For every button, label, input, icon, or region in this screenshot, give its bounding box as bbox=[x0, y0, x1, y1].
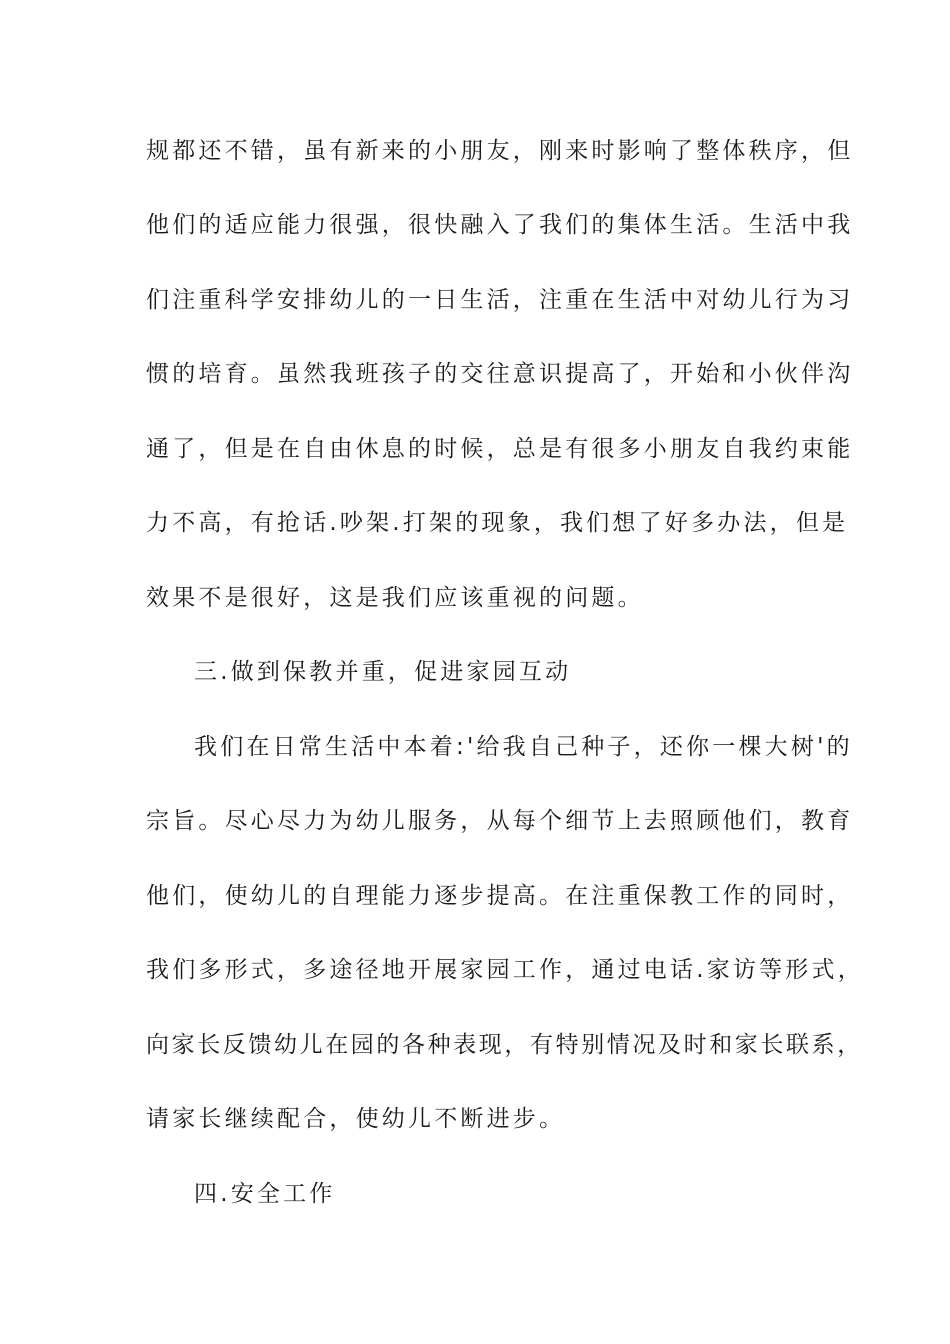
paragraph-line: 他们，使幼儿的自理能力逐步提高。在注重保教工作的同时， bbox=[146, 883, 854, 909]
paragraph-line: 向家长反馈幼儿在园的各种表现，有特别情况及时和家长联系， bbox=[146, 1032, 863, 1058]
paragraph-line: 通了，但是在自由休息的时候，总是有很多小朋友自我约束能 bbox=[146, 436, 854, 462]
paragraph-line: 请家长继续配合，使幼儿不断进步。 bbox=[146, 1106, 566, 1132]
section-heading: 四.安全工作 bbox=[194, 1181, 336, 1207]
paragraph-line: 规都还不错，虽有新来的小朋友，刚来时影响了整体秩序，但 bbox=[146, 138, 854, 164]
paragraph-line: 我们在日常生活中本着:'给我自己种子，还你一棵大树'的 bbox=[194, 734, 853, 760]
paragraph-line: 效果不是很好，这是我们应该重视的问题。 bbox=[146, 585, 644, 611]
paragraph-line: 我们多形式，多途径地开展家园工作，通过电话.家访等形式， bbox=[146, 957, 864, 983]
paragraph-line: 们注重科学安排幼儿的一日生活，注重在生活中对幼儿行为习 bbox=[146, 287, 854, 313]
paragraph-line: 他们的适应能力很强，很快融入了我们的集体生活。生活中我 bbox=[146, 212, 854, 238]
paragraph-line: 宗旨。尽心尽力为幼儿服务，从每个细节上去照顾他们，教育 bbox=[146, 808, 854, 834]
paragraph-line: 惯的培育。虽然我班孩子的交往意识提高了，开始和小伙伴沟 bbox=[146, 361, 854, 387]
section-heading: 三.做到保教并重，促进家园互动 bbox=[194, 659, 572, 685]
paragraph-line: 力不高，有抢话.吵架.打架的现象，我们想了好多办法，但是 bbox=[146, 510, 849, 536]
